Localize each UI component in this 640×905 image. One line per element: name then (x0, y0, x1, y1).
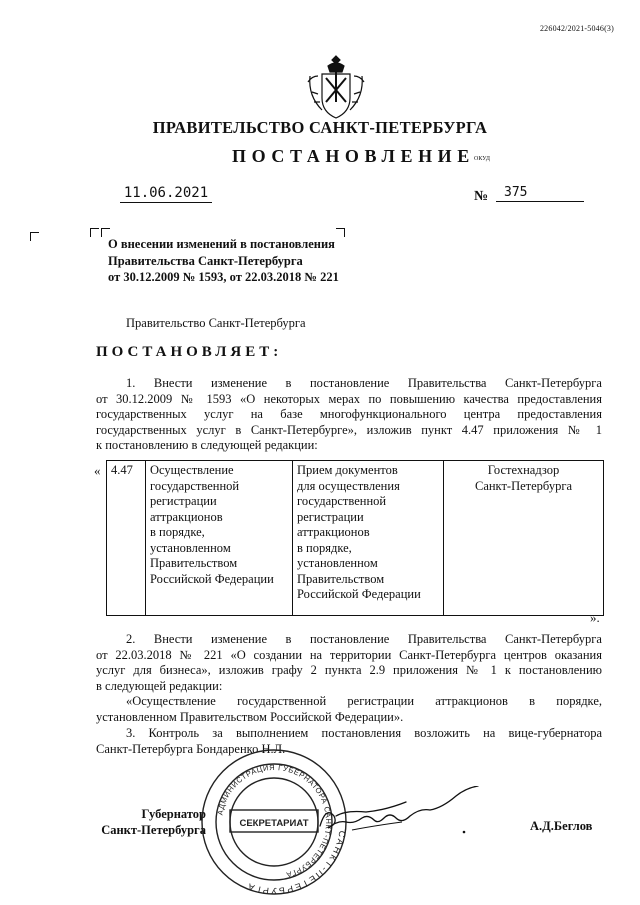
paragraph-3 (96, 726, 602, 757)
text-line: Санкт-Петербурга Бондаренко Н.Л. (96, 741, 286, 756)
text-line: услуг для бизнеса», изложив графу 2 пункта 2.9 приложения № 1 к постановлению (96, 663, 602, 677)
text-line: «Осуществление государственной регистрации аттракционов в порядке, (126, 694, 602, 708)
stamp-middle-text: АДМИНИСТРАЦИЯ ГУБЕРНАТОРА САНКТ-ПЕТЕРБУРГА (215, 762, 334, 880)
decree-number: 375 (496, 185, 584, 202)
coat-of-arms-emblem (306, 52, 366, 124)
subject-line: Правительства Санкт-Петербурга (108, 253, 303, 268)
text-line: 2. Внести изменение в постановление Правительства Санкт-Петербурга (126, 632, 602, 646)
text-line: в следующей редакции: (96, 678, 223, 693)
decree-subject (108, 236, 358, 286)
paragraph-2 (96, 632, 602, 725)
text-line: государственных услуг в Санкт-Петербурге», изложив пункт 4.47 приложения № 1 (96, 422, 602, 437)
number-sign: № (474, 189, 489, 204)
table-row (107, 461, 604, 616)
text-line: установленном Правительством Российской Федерации». (96, 709, 404, 724)
text-line: от 22.03.2018 № 221 «О создании на территории Санкт-Петербурга центров оказания (96, 647, 602, 662)
text-line: 1. Внести изменение в постановление Правительства Санкт-Петербурга (126, 376, 602, 390)
paragraph-1 (96, 376, 602, 454)
decree-date: 11.06.2021 (120, 185, 212, 203)
signatory-name: А.Д.Беглов (530, 819, 593, 833)
preamble: Правительство Санкт-Петербурга (126, 316, 306, 330)
text-line: 3. Контроль за выполнением постановления возложить на вице-губернатора (126, 726, 602, 740)
decree-title: ПОСТАНОВЛЕНИЕ (232, 146, 475, 166)
stamp-center-text: СЕКРЕТАРИАТ (239, 818, 309, 829)
table-cell-number: 4.47 (107, 461, 146, 616)
corner-mark (90, 228, 99, 237)
text-line: к постановлению в следующей редакции: (96, 438, 318, 452)
corner-mark (30, 232, 39, 241)
resolves-heading: ПОСТАНОВЛЯЕТ: (96, 344, 283, 360)
table-cell-procedure: Прием документов для осуществления государственной регистрации аттракционов в порядке, установленном Правительством Российской Федерации (293, 461, 444, 616)
quote-open: « (94, 463, 101, 478)
okud-label: ОКУД (474, 156, 490, 162)
table-cell-authority: Гостехнадзор Санкт-Петербурга (444, 461, 604, 616)
text-line: от 30.12.2009 № 1593 «О некоторых мерах по повышению качества предоставления (96, 391, 602, 406)
handwritten-signature (312, 786, 490, 846)
table-cell-service: Осуществление государственной регистрации аттракционов в порядке, установленном Правительством Российской Федерации (146, 461, 293, 616)
stamp-outer-text: САНКТ-ПЕТЕРБУРГА (244, 829, 348, 896)
quote-close: ». (590, 610, 600, 625)
subject-line: О внесении изменений в постановления (108, 237, 335, 251)
government-title: ПРАВИТЕЛЬСТВО САНКТ-ПЕТЕРБУРГА (152, 118, 488, 137)
subject-line: от 30.12.2009 № 1593, от 22.03.2018 № 221 (108, 270, 339, 284)
signatory-title: Губернатор Санкт-Петербурга (101, 807, 206, 837)
amendment-table (106, 460, 604, 616)
document-id: 226042/2021-5046(3) (539, 24, 614, 33)
text-line: государственных услуг на базе многофункционального центра предоставления (96, 407, 602, 421)
